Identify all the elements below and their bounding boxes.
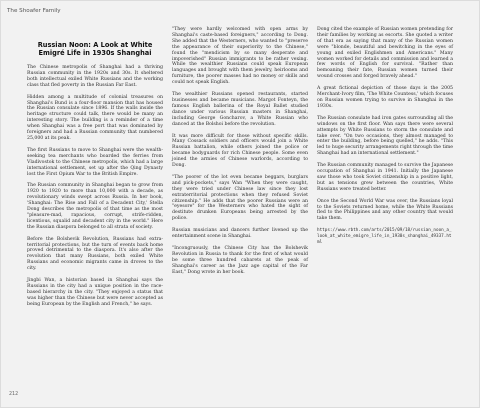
paragraph: "The poorer of the lot even became beggars, burglars and pick-pockets," says Wan "When they were caught, they were tried under Chinese law since they lost extraterritorial protections when they refused Soviet citizenship." He adds that the poorer Russians were an "eyesore" for the Westerners who hated the sight of destitute drunken Europeans being arrested by the police.: [172, 174, 308, 222]
article-title: Russian Noon: A Look at White Emigré Life in 1930s Shanghai: [37, 41, 153, 57]
paragraph: Russian musicians and dancers further livened up the entertainment scene in Shanghai.: [172, 228, 308, 240]
paragraph: The Russian community in Shanghai began to grow from 1920 to 1920 to more than 10,000 with a decade, as revolutionary winds swept across Russia. In her book, 'Shanghai: The Rise and Fall of a Decadent City,' Stella Dong describes the metropolis of that time as the most "pleasure-mad, rapacious, corrupt, strife-ridden, licentious, squalid and decadent city in the world." Here the Russian diaspora belonged to all strata of society.: [27, 183, 163, 230]
paragraph: Jingbi Wan, a historian based in Shanghai says the Russians in the city had a unique position in the race-based hierarchy in the city. "They enjoyed a status that was higher than the Chinese but were never accepted as being European by the English and French," he says.: [27, 278, 163, 307]
paragraph: "Incongruously, the Chinese City has the Bolshevik Revolution in Russia to thank for the first of what would be some three hundred cabarets at the peak of Shanghai's career as the Jazz age capital of the Far East," Dong wrote in her book.: [172, 246, 308, 275]
paragraph: The Russian consulate had iron gates surrounding all the windows on the first floor. Wan says there were several attempts by White Russians to storm the consulate and take over. "On two occasions, they almost managed to enter the building, before being quelled," he adds. "This led to huge security arrangements right through the time Shanghai had an international settlement.": [317, 115, 453, 157]
column-1: [27, 41, 163, 314]
paragraph: A great fictional depiction of those days is the 2005 Merchant-Ivory film, 'The White Countess,' which focuses on Russian women trying to survive in Shanghai in the 1930s.: [317, 86, 453, 109]
paragraph: The wealthier Russians opened restaurants, started businesses and became musicians. Margot Fonteyn, the famous English ballerina of the Royal Ballet studied dance under various Russian masters in Shanghai, including George Goncharov, a White Russian who danced at the Bolshoi before the revolution.: [172, 92, 308, 127]
paragraph: Hidden among a multitude of colonial treasures on Shanghai's Bund is a four-floor mansion that has housed the Russian consulate since 1896. If the walls inside the heritage structure could talk, there would be many an interesting story. The building is a reminder of a time when Shanghai was a free port that was dominated by foreigners and had a Russian community that numbered 25,000 at its peak.: [27, 94, 163, 141]
running-header: The Shoafer Family: [7, 8, 61, 14]
page-number: 212: [9, 392, 19, 397]
source-link[interactable]: https://www.rbth.com/arts/2015/09/18/russian_noon_a_look_at_white_emigre_life_in_1930s_shanghai_49337.html: [317, 228, 452, 246]
paragraph: The first Russians to move to Shanghai were the wealth-seeking tea merchants who boarded the ferries from Vladivostok to the Chinese metropolis, which had a large international settlement, set up after the Qing Dynasty lost the First Opium War to the British Empire.: [27, 147, 163, 177]
column-3: [317, 27, 453, 252]
column-2: [172, 27, 308, 282]
paragraph: Before the Bolshevik Revolution, Russians had extra-territorial protections, but the turn of events back home proved detrimental to the diaspora. It's also after the revolution that many Russians, both exiled White Russians and economic migrants came in droves to the city.: [27, 236, 163, 272]
article-body: [27, 27, 455, 381]
paragraph: It was more difficult for those without specific skills. Many Cossack soldiers and officers would join a White Russian battalion, while others joined the police or became bodyguards for rich Chinese people. Some even joined the armies of Chinese warlords, according to Dong.: [172, 133, 308, 169]
paragraph: The Russian community managed to survive the Japanese occupation of Shanghai in 1941. Initially the Japanese saw those who took Soviet citizenship in a positive light, but as tensions grew between the countries, White Russians were treated better.: [317, 163, 453, 192]
paragraph: The Chinese metropolis of Shanghai had a thriving Russian community in the 1920s and 30s. It sheltered both intellectual exiled White Russians and the working class that fled poverty in the Russian Far East.: [27, 65, 163, 88]
paragraph: "They were hardly welcomed with open arms by Shanghai's caste-based foreigners," according to Dong. She added that the Westerners, who wanted to "preserve the appearance of their superiority to the Chinese," found the "mendicism by so many desperate and impoverished" Russian immigrants to be rather vexing. While the wealthier Russians could speak European languages and brought with them jewelry, heirlooms and furniture, the poorer masses had no money or skills and could not speak English.: [172, 27, 308, 86]
paragraph: Dong cited the example of Russian women pretending for their families by working as escorts. She quoted a writer of that era as saying that many of the Russian women were "blonde, beautiful and bewitching in the eyes of young and exiled Englishmen and Americans." Many women worked for details and commission and learned a few words of English for survival. "Rather than bemoaning their fate, Russian women turned their wound crosses and forged bravely ahead.": [317, 27, 453, 80]
paragraph: Once the Second World War was over, the Russians loyal to the Soviets returned home, while the White Russians fled to the Philippines and any other country that would take them.: [317, 198, 453, 222]
